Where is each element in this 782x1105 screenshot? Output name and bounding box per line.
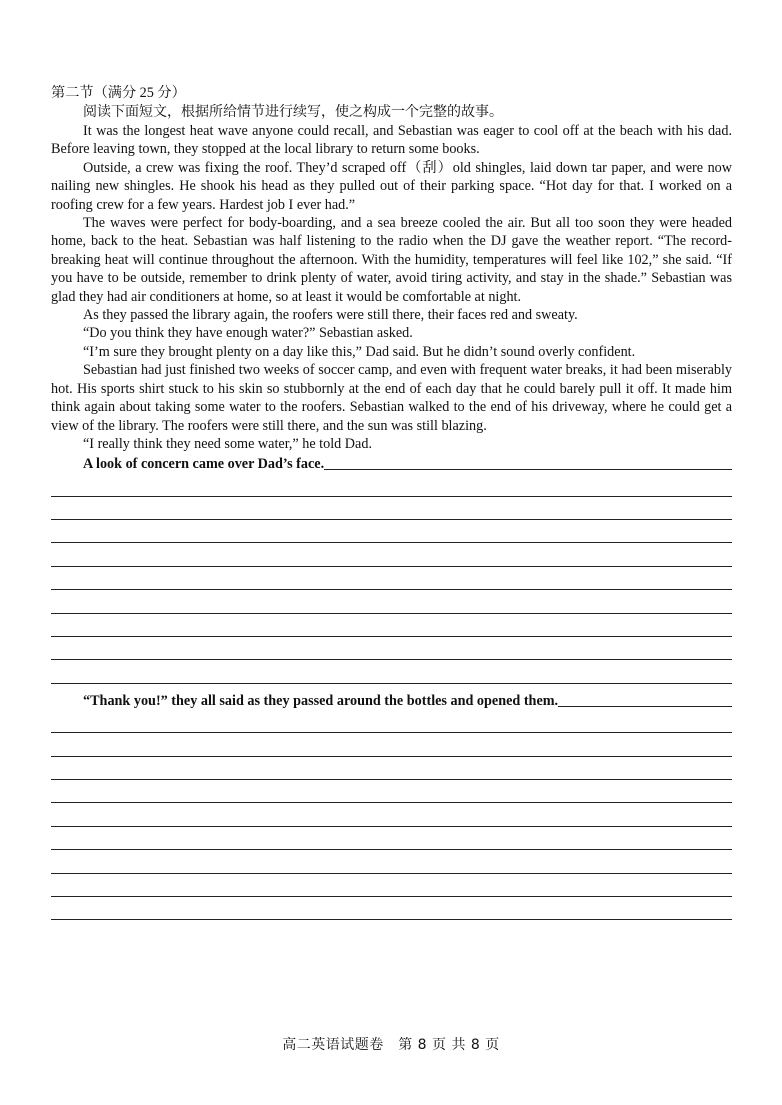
prompt-two-text: “Thank you!” they all said as they passed around the bottles and opened them. xyxy=(83,692,559,709)
writing-line[interactable] xyxy=(51,780,732,803)
story-paragraph: “I really think they need some water,” he told Dad. xyxy=(83,435,372,452)
story-paragraph: Outside, a crew was fixing the roof. They’d scraped off（刮）old shingles, laid down tar paper, and were now nailing new shingles. He shook his head as they pulled out of their parking space. “Hot day for that. I worked on a roofing crew for a few years. Hardest job I ever had.” xyxy=(51,159,732,213)
prompt-one-blank[interactable] xyxy=(324,468,732,470)
writing-line[interactable] xyxy=(51,567,732,590)
story-paragraph: “Do you think they have enough water?” Sebastian asked. xyxy=(83,325,413,342)
prompt-two xyxy=(51,690,732,710)
writing-area-two[interactable] xyxy=(51,710,732,921)
story-paragraph: “I’m sure they brought plenty on a day like this,” Dad said. But he didn’t sound overly confident. xyxy=(83,343,636,360)
story-paragraph: Sebastian had just finished two weeks of soccer camp, and even with frequent water breaks, it had been miserably hot. His sports shirt stuck to his skin so stubbornly at the end of each day that he could barely pull it off. It made him think again about taking some water to the roofers. Sebastian walked to the end of his driveway, where he could get a view of the library. The roofers were still there, and the sun was still blazing. xyxy=(51,362,732,434)
writing-line[interactable] xyxy=(51,733,732,756)
writing-line[interactable] xyxy=(51,520,732,543)
writing-line[interactable] xyxy=(51,897,732,920)
writing-line[interactable] xyxy=(51,803,732,826)
story-paragraph: It was the longest heat wave anyone could recall, and Sebastian was eager to cool off at the beach with his dad. Before leaving town, they stopped at the local library to return some books. xyxy=(51,123,732,158)
writing-line[interactable] xyxy=(51,590,732,613)
section-title: 第二节（满分 25 分） xyxy=(51,85,186,101)
writing-line[interactable] xyxy=(51,710,732,733)
page-footer: 高二英语试题卷 第 8 页 共 8 页 xyxy=(282,1037,500,1053)
prompt-two-blank[interactable] xyxy=(558,705,732,707)
writing-line[interactable] xyxy=(51,637,732,660)
writing-line[interactable] xyxy=(51,497,732,520)
story-text xyxy=(51,122,732,453)
writing-line[interactable] xyxy=(51,473,732,496)
section-instruction: 阅读下面短文，根据所给情节进行续写，使之构成一个完整的故事。 xyxy=(83,105,503,120)
exam-page xyxy=(51,84,732,920)
writing-line[interactable] xyxy=(51,543,732,566)
story-paragraph: As they passed the library again, the roofers were still there, their faces red and sweaty. xyxy=(83,307,578,324)
prompt-one xyxy=(51,453,732,473)
prompt-one-text: A look of concern came over Dad’s face. xyxy=(83,456,325,473)
writing-line[interactable] xyxy=(51,660,732,683)
writing-line[interactable] xyxy=(51,850,732,873)
writing-area-one[interactable] xyxy=(51,473,732,684)
writing-line[interactable] xyxy=(51,874,732,897)
writing-line[interactable] xyxy=(51,757,732,780)
story-paragraph: The waves were perfect for body-boarding, and a sea breeze cooled the air. But all too soon they were headed home, back to the heat. Sebastian was half listening to the radio when the DJ gave the weather report. “The record-breaking heat will continue throughout the afternoon. With the humidity, temperatures will feel like 102,” she said. “If you have to be outside, remember to drink plenty of water, avoid tiring activity, and stay in the shade.” Sebastian was glad they had air conditioners at home, so at least it would be comfortable at night. xyxy=(51,215,732,305)
writing-line[interactable] xyxy=(51,614,732,637)
writing-line[interactable] xyxy=(51,827,732,850)
